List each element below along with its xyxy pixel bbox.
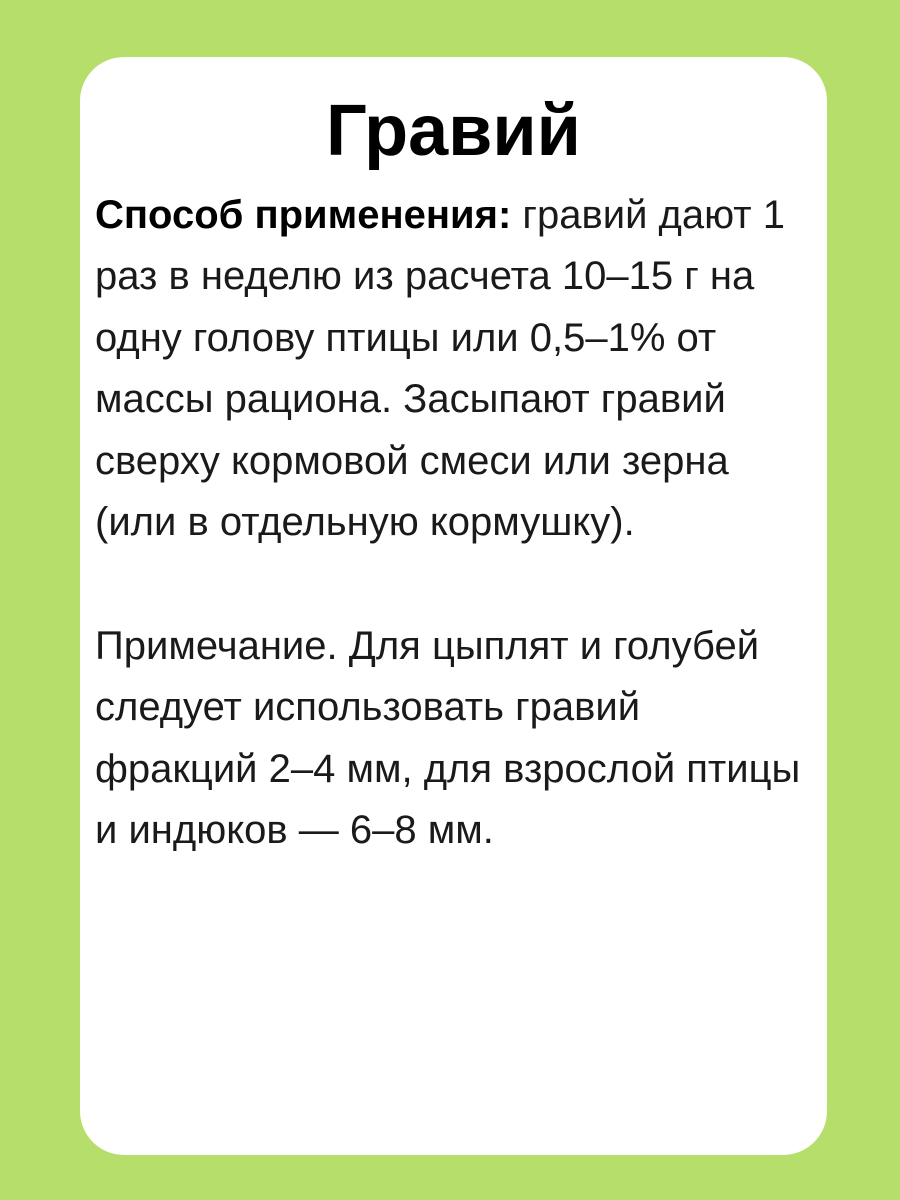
- usage-paragraph: [95, 185, 812, 554]
- card-title: Гравий: [326, 91, 581, 171]
- usage-text: гравий дают 1 раз в неделю из расчета 10–15 г на одну голову птицы или 0,5–1% от массы рациона. Засыпают гравий сверху кормовой смеси или зерна (или в отдельную кормушку).: [95, 192, 785, 545]
- note-paragraph: Примечание. Для цыплят и голубей следует использовать гравий фракций 2–4 мм, для взрослой птицы и индюков — 6–8 мм.: [95, 623, 801, 853]
- usage-label: Способ применения:: [95, 192, 512, 237]
- info-card: [80, 57, 827, 1155]
